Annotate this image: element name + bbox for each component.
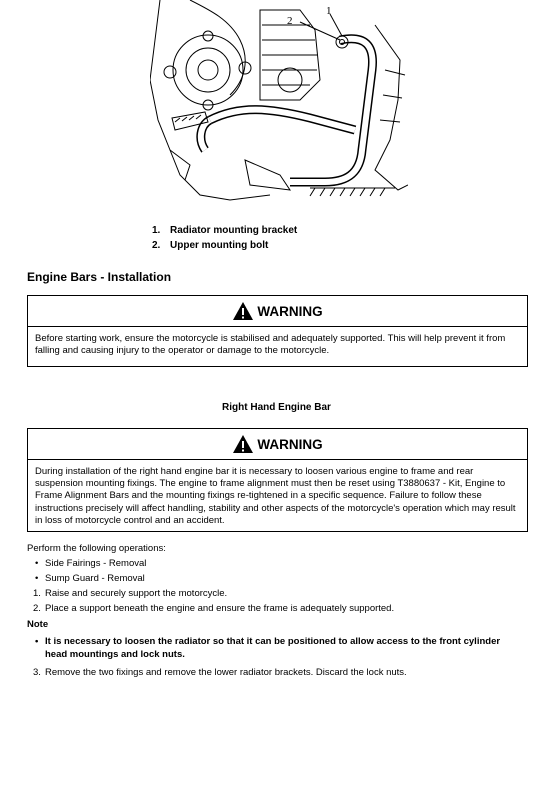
caption-number: 1. — [152, 225, 161, 236]
warning-title: WARNING — [257, 436, 323, 452]
step-item — [27, 601, 527, 616]
engine-drawing — [150, 0, 408, 205]
callout-1: 1 — [326, 5, 332, 17]
operation-link-text[interactable]: Sump Guard - Removal — [45, 573, 145, 584]
step-number: 2. — [33, 603, 41, 614]
caption-1 — [152, 223, 297, 238]
warning-text: Before starting work, ensure the motorcycle is stabilised and adequately supported. This will help prevent it from falling and causing injury to the operator or damage to the motorcycle. — [35, 333, 506, 357]
warning-box-alignment — [27, 428, 528, 532]
warning-title: WARNING — [257, 303, 323, 319]
list-item — [27, 556, 527, 571]
warning-header — [28, 429, 527, 460]
warning-header — [28, 296, 527, 327]
step-text: Remove the two fixings and remove the lower radiator brackets. Discard the lock nuts. — [45, 667, 407, 678]
caption-text: Upper mounting bolt — [170, 240, 269, 251]
warning-box-stabilise — [27, 295, 528, 367]
list-item — [27, 571, 527, 586]
bullet-dot-icon: • — [35, 558, 39, 569]
caption-text: Radiator mounting bracket — [170, 225, 298, 236]
note-text: It is necessary to loosen the radiator so that it can be positioned to allow access to the front cylinder head mountings and lock nuts. — [45, 636, 501, 660]
operations-intro: Perform the following operations: — [27, 543, 166, 554]
caption-2 — [152, 238, 297, 253]
bullet-dot-icon: • — [35, 573, 39, 584]
callout-2: 2 — [287, 15, 293, 27]
figure-captions — [152, 223, 297, 253]
step-number: 3. — [33, 667, 41, 678]
note-label: Note — [27, 619, 49, 630]
step-text: Raise and securely support the motorcycle. — [45, 588, 228, 599]
warning-triangle-icon — [232, 301, 254, 321]
bullet-dot-icon: • — [35, 636, 39, 647]
subheading: Right Hand Engine Bar — [222, 402, 331, 413]
step-text: Place a support beneath the engine and ensure the frame is adequately supported. — [45, 603, 395, 614]
warning-triangle-icon — [232, 434, 254, 454]
step-number: 1. — [33, 588, 41, 599]
section-title: Engine Bars - Installation — [27, 270, 172, 284]
operations-list — [27, 541, 527, 616]
operation-link-text[interactable]: Side Fairings - Removal — [45, 558, 147, 569]
engine-illustration — [150, 0, 408, 205]
caption-number: 2. — [152, 240, 161, 251]
note-item — [35, 635, 505, 661]
step-item — [27, 586, 527, 601]
warning-text: During installation of the right hand engine bar it is necessary to loosen various engine to frame and rear suspension mounting fixings. The engine to frame alignment must then be reset using T3880637 - Kit, Engine to Frame Alignment Bars and the mounting fixings re-tightened in a specific sequence. Failure to follow these instructions precisely will affect handling, stability and other aspects of the motorcycle's operation which may result in loss of motorcycle control and an accident. — [35, 466, 516, 526]
step-item — [33, 667, 407, 678]
